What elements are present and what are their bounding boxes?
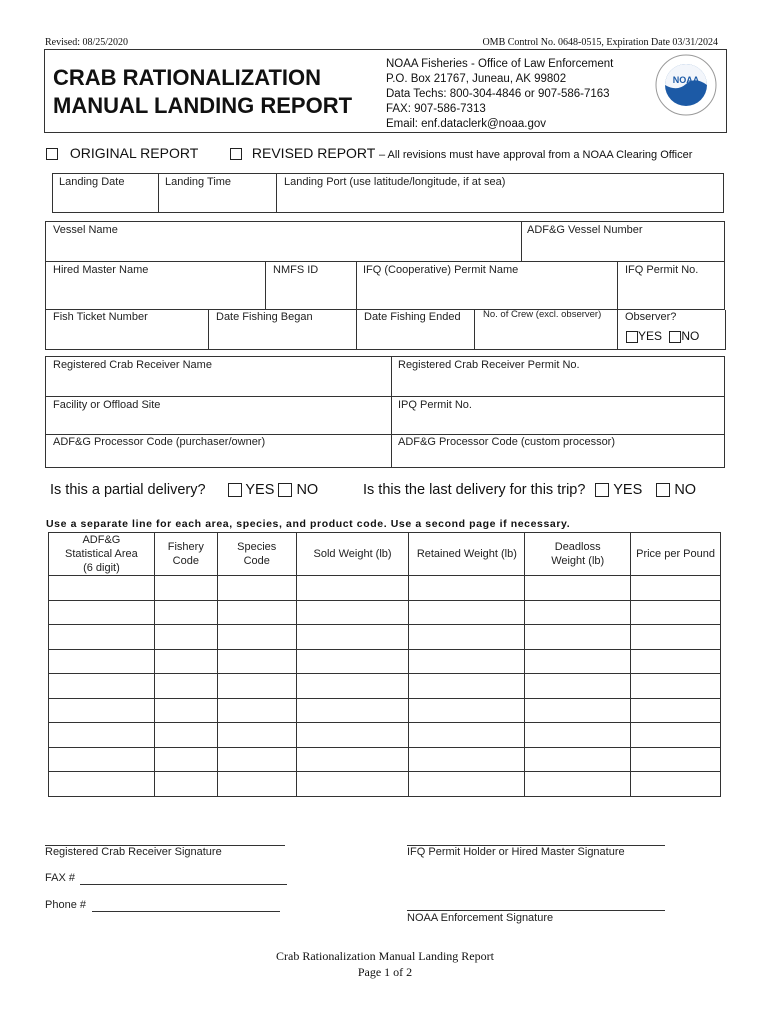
table-row xyxy=(49,674,721,699)
omb-control: OMB Control No. 0648-0515, Expiration Date 03/31/2024 xyxy=(482,37,718,48)
table-cell[interactable] xyxy=(525,698,631,723)
table-cell[interactable] xyxy=(296,649,409,674)
footer-title: Crab Rationalization Manual Landing Report xyxy=(276,949,494,963)
landing-date-field[interactable]: Landing Date xyxy=(59,176,125,188)
receiver-permit-field[interactable]: Registered Crab Receiver Permit No. xyxy=(398,359,580,371)
title-line1: CRAB RATIONALIZATION xyxy=(53,65,322,90)
receiver-name-field[interactable]: Registered Crab Receiver Name xyxy=(53,359,212,371)
footer xyxy=(0,948,770,980)
table-cell[interactable] xyxy=(217,625,296,650)
table-cell[interactable] xyxy=(154,600,217,625)
table-cell[interactable] xyxy=(631,600,721,625)
table-cell[interactable] xyxy=(154,772,217,797)
table-instruction: Use a separate line for each area, species, and product code. Use a second page if necessary. xyxy=(46,518,571,530)
noaa-signature-line[interactable] xyxy=(407,910,665,911)
logo-text: NOAA xyxy=(672,75,700,85)
table-cell[interactable] xyxy=(49,674,155,699)
phone-field[interactable] xyxy=(92,911,280,912)
contact-office: NOAA Fisheries - Office of Law Enforcement xyxy=(386,58,614,70)
contact-data-techs: Data Techs: 800-304-4846 or 907-586-7163 xyxy=(386,88,610,100)
catch-table xyxy=(48,532,721,797)
landing-time-field[interactable]: Landing Time xyxy=(165,176,232,188)
table-cell[interactable] xyxy=(154,723,217,748)
table-cell[interactable] xyxy=(154,649,217,674)
table-cell[interactable] xyxy=(525,649,631,674)
last-yes-label: YES xyxy=(613,482,643,498)
partial-delivery-question xyxy=(50,482,318,498)
table-cell[interactable] xyxy=(296,772,409,797)
contact-email: Email: enf.dataclerk@noaa.gov xyxy=(386,118,546,130)
observer-options xyxy=(626,329,699,343)
last-no-checkbox[interactable] xyxy=(656,483,670,497)
partial-no-checkbox[interactable] xyxy=(278,483,292,497)
table-row xyxy=(49,576,721,601)
table-cell[interactable] xyxy=(409,576,525,601)
contact-block xyxy=(386,57,613,132)
table-cell[interactable] xyxy=(409,747,525,772)
table-cell[interactable] xyxy=(525,625,631,650)
no-of-crew-field[interactable]: No. of Crew (excl. observer) xyxy=(483,309,602,320)
table-cell[interactable] xyxy=(217,772,296,797)
last-delivery-question xyxy=(363,482,696,498)
table-row xyxy=(49,723,721,748)
table-cell[interactable] xyxy=(631,772,721,797)
partial-delivery-label: Is this a partial delivery? xyxy=(50,482,206,498)
observer-yes-label: YES xyxy=(638,329,663,343)
revised-report-note: – All revisions must have approval from a NOAA Clearing Officer xyxy=(378,149,693,161)
table-cell[interactable] xyxy=(409,649,525,674)
observer-no-checkbox[interactable] xyxy=(669,331,681,343)
table-cell[interactable] xyxy=(296,576,409,601)
table-cell[interactable] xyxy=(49,698,155,723)
observer-label: Observer? xyxy=(625,311,677,323)
table-cell[interactable] xyxy=(217,747,296,772)
original-report-label: ORIGINAL REPORT xyxy=(69,145,199,161)
table-cell[interactable] xyxy=(296,600,409,625)
processor-code-custom-field[interactable]: ADF&G Processor Code (custom processor) xyxy=(398,436,616,448)
table-cell[interactable] xyxy=(409,772,525,797)
date-fishing-began-field[interactable]: Date Fishing Began xyxy=(216,311,313,323)
table-cell[interactable] xyxy=(409,674,525,699)
table-cell[interactable] xyxy=(296,747,409,772)
table-cell[interactable] xyxy=(154,674,217,699)
table-cell[interactable] xyxy=(525,600,631,625)
receiver-block xyxy=(45,356,725,468)
col-sold-weight: Sold Weight (lb) xyxy=(296,533,409,576)
revised-report-label: REVISED REPORT xyxy=(251,145,376,161)
revised-report-checkbox[interactable] xyxy=(230,148,242,160)
col-species-code: Species Code xyxy=(217,533,296,576)
table-cell[interactable] xyxy=(525,723,631,748)
table-cell[interactable] xyxy=(409,625,525,650)
table-row xyxy=(49,625,721,650)
table-row xyxy=(49,772,721,797)
table-cell[interactable] xyxy=(154,625,217,650)
col-price-per-pound: Price per Pound xyxy=(631,533,721,576)
last-yes-checkbox[interactable] xyxy=(595,483,609,497)
phone-label: Phone # xyxy=(45,899,86,911)
table-cell[interactable] xyxy=(631,625,721,650)
table-cell[interactable] xyxy=(49,600,155,625)
table-cell[interactable] xyxy=(409,723,525,748)
table-cell[interactable] xyxy=(49,747,155,772)
table-cell[interactable] xyxy=(49,625,155,650)
table-cell[interactable] xyxy=(631,674,721,699)
observer-yes-checkbox[interactable] xyxy=(626,331,638,343)
revised-report-option[interactable] xyxy=(230,145,692,161)
table-cell[interactable] xyxy=(525,747,631,772)
table-cell[interactable] xyxy=(296,723,409,748)
table-cell[interactable] xyxy=(296,674,409,699)
partial-yes-checkbox[interactable] xyxy=(228,483,242,497)
table-cell[interactable] xyxy=(631,723,721,748)
revised-date: Revised: 08/25/2020 xyxy=(45,37,129,48)
table-row xyxy=(49,747,721,772)
table-row xyxy=(49,649,721,674)
table-cell[interactable] xyxy=(154,576,217,601)
landing-port-field[interactable]: Landing Port (use latitude/longitude, if at sea) xyxy=(284,176,506,188)
table-cell[interactable] xyxy=(525,576,631,601)
partial-no-label: NO xyxy=(296,482,319,498)
receiver-signature-label: Registered Crab Receiver Signature xyxy=(45,846,222,858)
table-cell[interactable] xyxy=(217,649,296,674)
table-cell[interactable] xyxy=(217,674,296,699)
fax-label: FAX # xyxy=(45,872,75,884)
ifq-permit-no-field[interactable]: IFQ Permit No. xyxy=(625,264,699,276)
vessel-name-field[interactable]: Vessel Name xyxy=(53,224,118,236)
table-cell[interactable] xyxy=(154,698,217,723)
facility-offload-field[interactable]: Facility or Offload Site xyxy=(53,399,161,411)
fish-ticket-number-field[interactable]: Fish Ticket Number xyxy=(53,311,148,323)
noaa-signature-label: NOAA Enforcement Signature xyxy=(407,912,554,924)
original-report-checkbox[interactable] xyxy=(46,148,58,160)
ipq-permit-field[interactable]: IPQ Permit No. xyxy=(398,399,472,411)
catch-table-header xyxy=(49,533,721,576)
table-cell[interactable] xyxy=(296,625,409,650)
table-cell[interactable] xyxy=(49,772,155,797)
table-cell[interactable] xyxy=(154,747,217,772)
page-number: Page 1 of 2 xyxy=(357,965,413,979)
col-fishery-code: Fishery Code xyxy=(154,533,217,576)
table-cell[interactable] xyxy=(217,600,296,625)
observer-no-label: NO xyxy=(681,329,700,343)
date-fishing-ended-field[interactable]: Date Fishing Ended xyxy=(364,311,461,323)
original-report-option[interactable] xyxy=(46,145,198,161)
table-cell[interactable] xyxy=(296,698,409,723)
last-no-label: NO xyxy=(674,482,697,498)
table-cell[interactable] xyxy=(525,674,631,699)
partial-yes-label: YES xyxy=(245,482,275,498)
table-cell[interactable] xyxy=(217,698,296,723)
col-retained-weight: Retained Weight (lb) xyxy=(409,533,525,576)
ifq-permit-name-field[interactable]: IFQ (Cooperative) Permit Name xyxy=(363,264,519,276)
ifq-signature-label: IFQ Permit Holder or Hired Master Signature xyxy=(407,846,625,858)
contact-address: P.O. Box 21767, Juneau, AK 99802 xyxy=(386,73,567,85)
col-deadloss-weight: Deadloss Weight (lb) xyxy=(525,533,631,576)
table-cell[interactable] xyxy=(409,698,525,723)
table-cell[interactable] xyxy=(217,723,296,748)
table-cell[interactable] xyxy=(525,772,631,797)
table-cell[interactable] xyxy=(409,600,525,625)
noaa-logo xyxy=(655,54,717,116)
table-cell[interactable] xyxy=(49,649,155,674)
last-delivery-label: Is this the last delivery for this trip? xyxy=(363,482,586,498)
table-cell[interactable] xyxy=(49,723,155,748)
form-title xyxy=(53,64,352,120)
title-line2: MANUAL LANDING REPORT xyxy=(53,93,353,118)
table-cell[interactable] xyxy=(49,576,155,601)
table-cell[interactable] xyxy=(217,576,296,601)
hired-master-name-field[interactable]: Hired Master Name xyxy=(53,264,149,276)
adfg-vessel-number-field[interactable]: ADF&G Vessel Number xyxy=(527,224,643,236)
table-row xyxy=(49,698,721,723)
fax-field[interactable] xyxy=(80,884,287,885)
table-cell[interactable] xyxy=(631,649,721,674)
table-cell[interactable] xyxy=(631,698,721,723)
table-row xyxy=(49,600,721,625)
nmfs-id-field[interactable]: NMFS ID xyxy=(273,264,319,276)
col-statistical-area: ADF&G Statistical Area (6 digit) xyxy=(49,533,155,576)
contact-fax: FAX: 907-586-7313 xyxy=(386,103,486,115)
table-cell[interactable] xyxy=(631,576,721,601)
processor-code-purchaser-field[interactable]: ADF&G Processor Code (purchaser/owner) xyxy=(53,436,266,448)
table-cell[interactable] xyxy=(631,747,721,772)
